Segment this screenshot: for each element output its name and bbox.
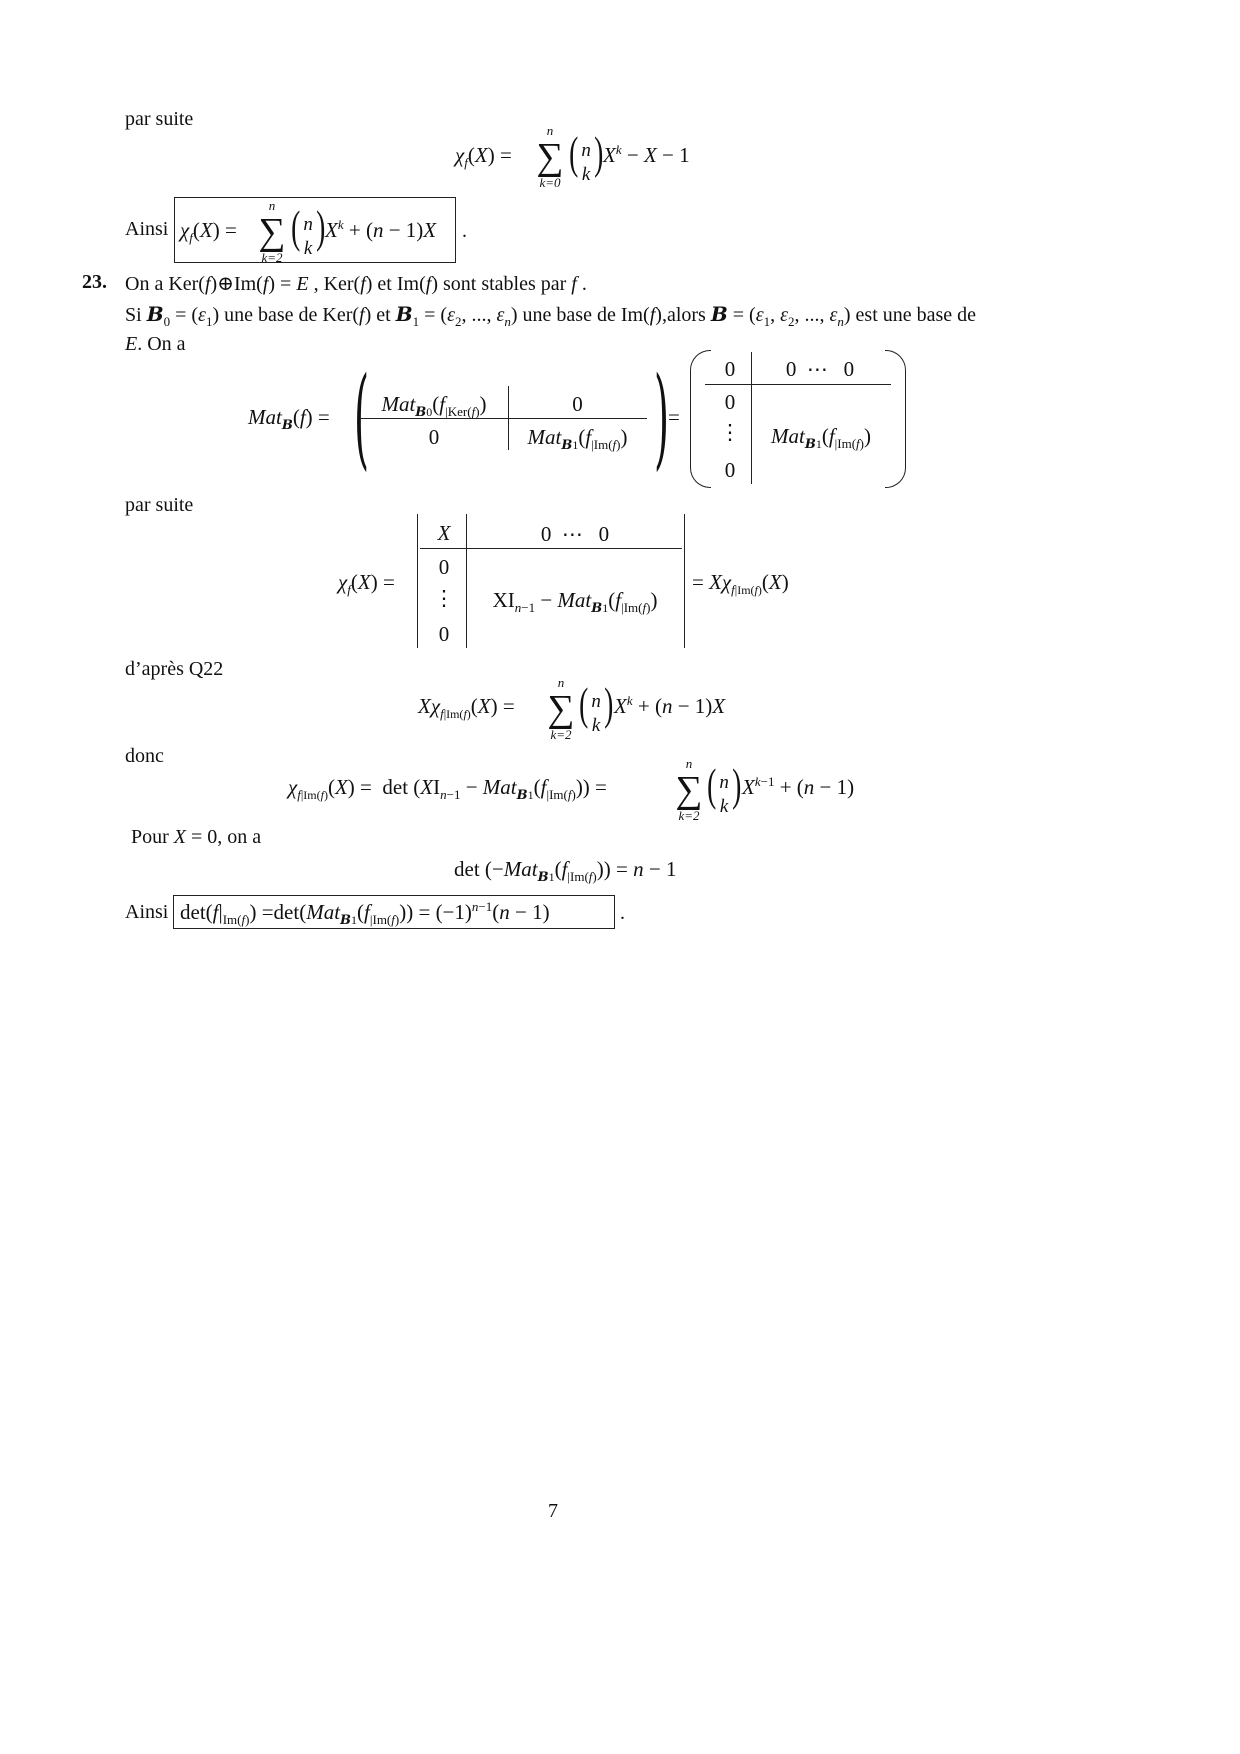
text-par-suite-1: par suite [125,108,194,130]
sum-symbol: n ∑ k=2 [547,675,575,742]
cell-zero: 0 [724,390,736,414]
block-zero-bl: 0 [428,425,440,449]
left-paren-large [690,350,711,488]
block-zero-tr: 0 [572,392,583,416]
cell-x: X [437,521,451,545]
block-mat-b0: $Mat_{B0}(f_{|Ker(f)})$ [381,392,487,420]
text-stables: sont stables par [442,273,567,295]
binomial-n-k: ( n k) [291,201,326,260]
text-alors: ,alors [661,304,706,326]
chi-f-label: $\chi_f(X)$ = [338,570,395,597]
block-vline [508,386,509,450]
question-number: 23. [82,271,107,293]
cell-zero: 0 [438,555,450,579]
det-hline [420,548,682,549]
row-zeros: 0 ⋯ 0 [785,357,855,381]
equation-det-n-1: $\det (-Mat_{B1}(f_{|Im(f)})) = n - 1$ [454,857,677,885]
equals-sign: = [668,405,680,429]
text-par-suite-2: par suite [125,494,194,516]
text-si: Si [125,304,142,326]
q23-line3: E. On a [125,333,186,355]
right-paren: ) [653,353,669,481]
page-number: 7 [548,1500,558,1522]
text-dapres: d’après Q22 [125,658,224,680]
det-vline [466,514,467,648]
period: . [620,902,625,924]
sum-symbol: n ∑ k=2 [258,198,286,265]
equation-donc-tail: $X^{k-1} + (n - 1)$ [742,774,855,799]
text-donc: donc [125,745,164,767]
binomial-n-k: ( n k) [579,678,614,737]
q23-pour-line: Pour X = 0, on a [131,826,262,848]
period: . [462,220,467,242]
q23-line1: On a Ker(f)⊕Im(f) = E , Ker(f) et Im(f) sont stables par f . [125,273,587,295]
binomial-n-k: ( n k) [707,759,742,818]
text-est-une-base: est une base de [855,304,977,326]
text-base-de-2: une base de [522,304,616,326]
text-pour: Pour [131,826,169,848]
binomial-n-k: ( n k) [569,127,604,186]
equation-final: $\det(f|_{Im(f)}) =\det(Mat_{B1}(f_{|Im(f)})) = (-1)^{n-1}(n - 1)$ [180,899,550,928]
block-hline [360,418,647,419]
text-base-de-1: une base de [224,304,318,326]
cell-mat-b1: $Mat_{B1}(f_{|Im(f)})$ [770,424,871,452]
equation-chi-sum-k0: $\chi_f(X)$ = [455,143,512,170]
cell-zero: 0 [724,357,736,381]
sum-symbol: n ∑ k=2 [675,756,703,823]
text-on-a-2: . On a [137,333,186,355]
equation-chi-boxed: $\chi_f(X)$ = [180,218,237,245]
equation-tail-1: $X^k - X - 1$ [603,142,690,167]
text-ainsi-1: Ainsi [125,218,169,240]
equation-q22-lhs: $X\chi_{f|Im(f)}(X)$ = [418,694,515,721]
cell-xi-minus-mat: $XI_{n-1} - Mat_{B1}(f_{|Im(f)})$ [492,588,658,616]
text-on-a: On a [125,273,164,295]
q23-line2: Si $B_0 = (\varepsilon_1)$ une base de Ker(f) et $B_1 = (\varepsilon_2$, ..., $\varepsilon_n$) une base de Im(f),alors $B = (\varepsilon_1$, $\varepsilon_2$, ..., $\varepsilon_n$) est une base de [125,302,977,329]
cell-zero: 0 [438,622,450,646]
det-result: = $X\chi_{f|Im(f)}(X)$ [692,570,789,597]
equation-q22-tail: $X^k + (n - 1)X$ [614,693,726,718]
text-et: et [376,304,391,326]
matrix-vline [751,352,752,484]
det-right-bar [684,514,685,648]
left-paren: ( [353,353,369,481]
equation-tail-boxed: $X^k + (n - 1)X$ [325,217,437,242]
text-ainsi-2: Ainsi [125,901,169,923]
text-on-a-3: , on a [217,826,262,848]
cell-vdots: ⋮ [433,586,455,610]
cell-vdots: ⋮ [719,420,741,444]
block-mat-b1: $Mat_{B1}(f_{|Im(f)})$ [527,425,628,453]
cell-zero: 0 [724,458,736,482]
det-left-bar [417,514,418,648]
equation-donc: $\chi_{f|Im(f)}(X) = \det (XI_{n-1} - Mat_{B1}(f_{|Im(f)}))$ = [288,775,607,803]
row-zeros: 0 ⋯ 0 [540,522,610,546]
sum-symbol: n ∑ k=0 [536,123,564,190]
mat-b-f-label: Mat$_B$(f) = [248,405,330,433]
matrix-hline [705,384,891,385]
right-paren-large [885,350,906,488]
